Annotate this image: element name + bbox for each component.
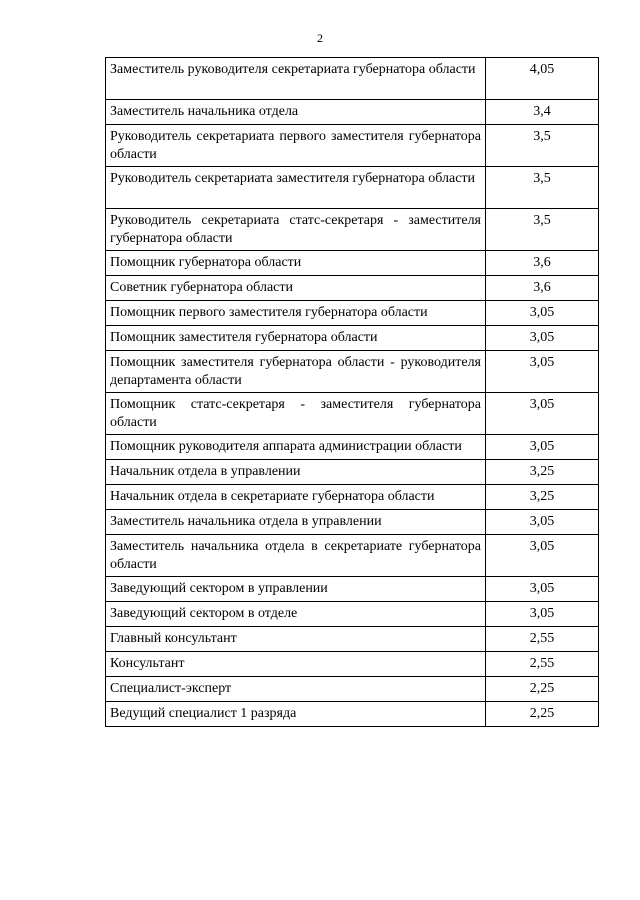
coefficient-cell: 3,25: [486, 485, 599, 510]
table-row: [106, 577, 599, 602]
table-row: [106, 510, 599, 535]
coefficient-cell: 3,5: [486, 209, 599, 251]
table-row: [106, 167, 599, 209]
position-title-cell: Заместитель руководителя секретариата губернатора области: [106, 58, 486, 100]
table-row: [106, 276, 599, 301]
coefficient-cell: 3,05: [486, 510, 599, 535]
position-title-cell: Помощник заместителя губернатора области - руководителя департамента области: [106, 351, 486, 393]
coefficient-cell: 3,6: [486, 251, 599, 276]
table-row: [106, 209, 599, 251]
coefficient-cell: 3,05: [486, 326, 599, 351]
position-title-cell: Руководитель секретариата статс-секретаря - заместителя губернатора области: [106, 209, 486, 251]
coefficient-cell: 3,05: [486, 602, 599, 627]
coefficient-cell: 3,5: [486, 125, 599, 167]
table-row: [106, 58, 599, 100]
table-row: [106, 652, 599, 677]
coefficient-cell: 3,05: [486, 393, 599, 435]
position-title-cell: Начальник отдела в секретариате губернатора области: [106, 485, 486, 510]
coefficient-cell: 3,6: [486, 276, 599, 301]
coefficient-cell: 3,4: [486, 100, 599, 125]
coefficient-cell: 2,55: [486, 627, 599, 652]
coefficient-cell: 2,25: [486, 677, 599, 702]
position-title-cell: Заместитель начальника отдела: [106, 100, 486, 125]
position-title-cell: Специалист-эксперт: [106, 677, 486, 702]
table-row: [106, 485, 599, 510]
table-row: [106, 702, 599, 727]
position-title-cell: Помощник статс-секретаря - заместителя губернатора области: [106, 393, 486, 435]
position-title-cell: Заместитель начальника отдела в управлении: [106, 510, 486, 535]
table-row: [106, 351, 599, 393]
coefficient-cell: 3,05: [486, 435, 599, 460]
position-title-cell: Руководитель секретариата первого заместителя губернатора области: [106, 125, 486, 167]
table-row: [106, 100, 599, 125]
page-number: 2: [317, 31, 323, 45]
table-row: [106, 393, 599, 435]
position-title-cell: Руководитель секретариата заместителя губернатора области: [106, 167, 486, 209]
table-row: [106, 326, 599, 351]
position-title-cell: Помощник руководителя аппарата администрации области: [106, 435, 486, 460]
table-row: [106, 125, 599, 167]
table-row: [106, 251, 599, 276]
position-title-cell: Советник губернатора области: [106, 276, 486, 301]
positions-table-body: [106, 58, 599, 727]
coefficient-cell: 2,55: [486, 652, 599, 677]
position-title-cell: Начальник отдела в управлении: [106, 460, 486, 485]
positions-table: [105, 57, 599, 727]
position-title-cell: Помощник первого заместителя губернатора области: [106, 301, 486, 326]
table-row: [106, 602, 599, 627]
table-row: [106, 301, 599, 326]
position-title-cell: Помощник губернатора области: [106, 251, 486, 276]
coefficient-cell: 3,5: [486, 167, 599, 209]
position-title-cell: Главный консультант: [106, 627, 486, 652]
table-row: [106, 460, 599, 485]
position-title-cell: Помощник заместителя губернатора области: [106, 326, 486, 351]
position-title-cell: Ведущий специалист 1 разряда: [106, 702, 486, 727]
coefficient-cell: 3,05: [486, 351, 599, 393]
position-title-cell: Заведующий сектором в управлении: [106, 577, 486, 602]
table-row: [106, 435, 599, 460]
position-title-cell: Заместитель начальника отдела в секретариате губернатора области: [106, 535, 486, 577]
table-row: [106, 627, 599, 652]
table-row: [106, 677, 599, 702]
table-row: [106, 535, 599, 577]
coefficient-cell: 3,05: [486, 577, 599, 602]
position-title-cell: Заведующий сектором в отделе: [106, 602, 486, 627]
coefficient-cell: 2,25: [486, 702, 599, 727]
coefficient-cell: 4,05: [486, 58, 599, 100]
coefficient-cell: 3,25: [486, 460, 599, 485]
position-title-cell: Консультант: [106, 652, 486, 677]
coefficient-cell: 3,05: [486, 535, 599, 577]
coefficient-cell: 3,05: [486, 301, 599, 326]
